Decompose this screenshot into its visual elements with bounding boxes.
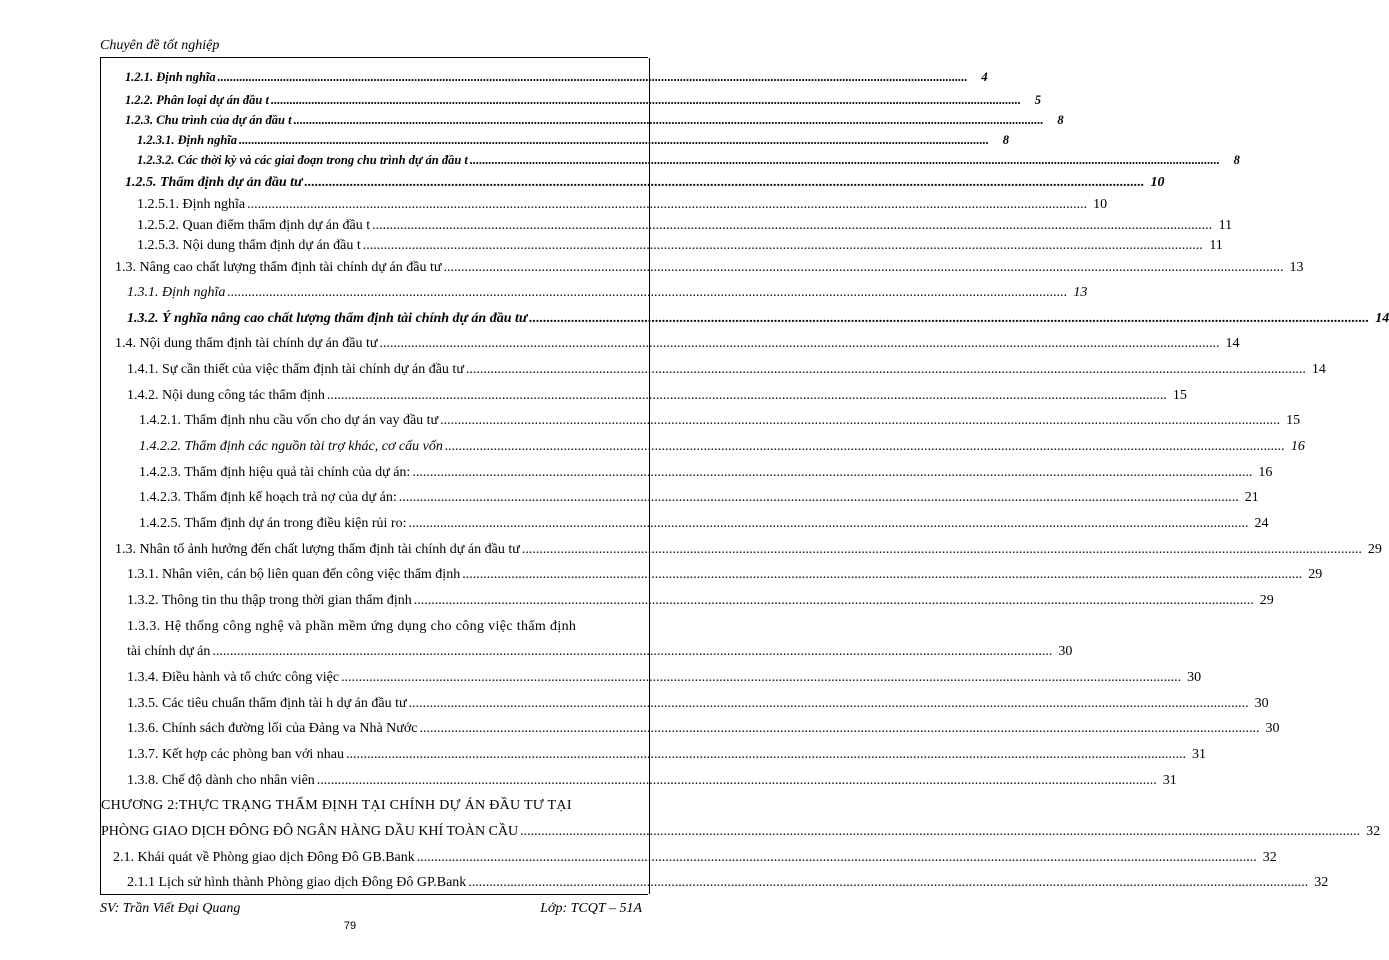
toc-entry-label: tài chính dự án [127, 644, 211, 659]
footer-class: Lớp: TCQT – 51A [540, 901, 642, 916]
toc-entry [127, 567, 1323, 583]
toc-entry [101, 824, 1381, 840]
page-number: 79 [343, 920, 357, 932]
toc-entry-label: 1.2.5.2. Quan điểm thẩm định dự án đầu t [137, 218, 371, 233]
toc-entry-label: 1.2.5. Thẩm định dự ản đầu tư [125, 175, 303, 190]
toc-entry-page: 30 [1254, 696, 1269, 711]
toc-entry [137, 218, 1233, 234]
footer-rule [100, 894, 648, 895]
toc-entry-page: 32 [1314, 875, 1329, 890]
toc-entry [139, 439, 1305, 455]
toc-entry [137, 197, 1108, 213]
toc-entry [127, 670, 1202, 686]
toc-entry-label: 1.4.2.2. Thẩm định các nguồn tài trợ khác, cơ cấu vốn [139, 439, 443, 454]
page-header-title: Chuyên đề tốt nghiệp [100, 38, 220, 53]
toc-entry-page: 16 [1290, 439, 1305, 454]
toc-entry-page: 8 [1002, 133, 1010, 147]
footer-student-name: SV: Trần Viết Đại Quang [100, 901, 241, 916]
toc-entry [139, 413, 1301, 429]
toc-entry-page: 32 [1366, 824, 1381, 839]
toc-entry-page: 31 [1162, 773, 1177, 788]
toc-entry [115, 336, 1240, 352]
toc-entry [127, 388, 1187, 404]
toc-entry-label: 1.4. Nội dung thẩm định tài chính dự án đầu tư [115, 336, 378, 351]
toc-entry-label: 1.4.2.1. Thẩm định nhu cầu vốn cho dự án vay đầu tư [139, 413, 439, 428]
toc-entry-page: 11 [1218, 218, 1233, 233]
toc-entry-page: 14 [1311, 362, 1326, 377]
toc-entry [125, 93, 1041, 108]
toc-entry-page: 14 [1375, 311, 1389, 326]
toc-entry-label: 1.3.1. Định nghĩa [127, 285, 226, 300]
toc-entry [139, 516, 1269, 532]
toc-entry-page: 30 [1187, 670, 1202, 685]
toc-entry-page: 24 [1254, 516, 1269, 531]
toc-entry [127, 747, 1206, 763]
toc-entry [127, 311, 1389, 327]
toc-entry-page: 5 [1034, 93, 1041, 107]
toc-entry-label: 1.3.1. Nhân viên, cán bộ liên quan đến công việc thẩm định [127, 567, 461, 582]
toc-entry [115, 542, 1382, 558]
toc-entry-label: 1.2.3.1. Định nghĩa [137, 133, 238, 147]
toc-entry-page: 8 [1057, 113, 1064, 127]
toc-entry [125, 70, 988, 85]
toc-entry-label: CHƯƠNG 2:THỰC TRẠNG THẨM ĐỊNH TẠI CHÍNH DỰ ÁN ĐẦU TƯ TẠI [101, 798, 572, 813]
toc-entry-page: 29 [1259, 593, 1274, 608]
toc-entry [127, 773, 1177, 789]
toc-entry-label: 1.3.7. Kết hợp các phòng ban với nhau [127, 747, 344, 762]
toc-entry-label: 2.1. Khái quát về Phòng giao dịch Đông Đô GB.Bank [113, 850, 415, 865]
toc-entry-label: 1.3.2. Thông tin thu thập trong thời gian thẩm định [127, 593, 412, 608]
toc-entry-label: PHÒNG GIAO DỊCH ĐÔNG ĐÔ NGÂN HÀNG DẦU KHÍ TOÀN CẦU [101, 824, 519, 839]
toc-entry [137, 153, 1240, 168]
toc-entry-label: 1.3.8. Chế độ dành cho nhân viên [127, 773, 315, 788]
toc-entry-label: 1.3. Nâng cao chất lượng thẩm định tài chính dự án đầu tư [115, 260, 442, 275]
toc-entry [137, 133, 1010, 148]
toc-entry-page: 32 [1262, 850, 1277, 865]
toc-entry-page: 31 [1191, 747, 1206, 762]
toc-entry-label: 1.3.4. Điều hành và tổ chức công việc [127, 670, 340, 685]
toc-entry [139, 490, 1259, 506]
toc-entry-label: 1.2.3.2. Các thời kỳ và các giai đoạn trong chu trình dự án đầu t [137, 153, 468, 167]
toc-entry [113, 850, 1277, 866]
toc-entry-label: 1.4.2.5. Thẩm định dự án trong điều kiện rủi ro: [139, 516, 407, 531]
toc-entry [127, 644, 1073, 660]
toc-entry-page: 29 [1308, 567, 1323, 582]
toc-entry [125, 175, 1165, 191]
toc-entry-page: 16 [1258, 465, 1273, 480]
toc-entry-label: 1.3.6. Chính sách đường lối của Đảng va Nhà Nước [127, 721, 418, 736]
toc-entry-page: 30 [1265, 721, 1280, 736]
toc-entry-label: 1.3.5. Các tiêu chuẩn thẩm định tài h dự án đầu tư [127, 696, 407, 711]
toc-entry [115, 260, 1304, 276]
toc-entry [127, 721, 1280, 737]
toc-entry [127, 285, 1088, 301]
toc-entry-label: 2.1.1 Lịch sử hình thành Phòng giao dịch Đông Đô GP.Bank [127, 875, 467, 890]
toc-entry-page: 11 [1209, 238, 1223, 253]
toc-entry [127, 619, 635, 635]
toc-entry-label: 1.3.3. Hệ thống công nghệ và phần mềm ứng dụng cho công việc thẩm định [127, 619, 577, 634]
toc-entry-page: 13 [1289, 260, 1304, 275]
toc-entry-label: 1.4.2.3. Thẩm định kế hoạch trả nợ của dự án: [139, 490, 397, 505]
toc-entry-page: 13 [1073, 285, 1088, 300]
toc-entry-label: 1.4.2.3. Thẩm định hiệu quả tài chính của dự án: [139, 465, 411, 480]
toc-entry-page: 8 [1233, 153, 1240, 167]
toc-entry-label: 1.2.3. Chu trình của dự án đầu t [125, 113, 292, 127]
toc-entry-page: 10 [1093, 197, 1108, 212]
toc-entry-page: 14 [1225, 336, 1240, 351]
toc-entry [127, 362, 1326, 378]
toc-entry [125, 113, 1064, 128]
toc-entry-label: 1.4.2. Nội dung công tác thẩm định [127, 388, 325, 403]
toc-entry-label: 1.2.2. Phân loại dự án đầu t [125, 93, 269, 107]
toc-entry-label: 1.4.1. Sự cần thiết của việc thẩm định tài chính dự án đầu tư [127, 362, 464, 377]
toc-entry [139, 465, 1273, 481]
toc-entry-label: 1.3. Nhân tố ảnh hưởng đến chất lượng thẩm định tài chính dự án đầu tư [115, 542, 520, 557]
toc-entry-label: 1.2.1. Định nghĩa [125, 70, 216, 84]
toc-chapter-heading [101, 798, 641, 814]
toc-entry-label: 1.2.5.1. Định nghĩa [137, 197, 246, 212]
toc-entry-page: 15 [1172, 388, 1187, 403]
toc-entry-label: 1.2.5.3. Nội dung thẩm định dự án đầu t [137, 238, 361, 253]
toc-entry-page: 30 [1058, 644, 1073, 659]
toc-entry [127, 696, 1269, 712]
toc-frame [100, 58, 1389, 894]
toc-entry [127, 875, 1329, 891]
toc-entry-page: 4 [981, 70, 988, 84]
toc-entry [137, 238, 1223, 254]
toc-entry-label: 1.3.2. Ý nghĩa nâng cao chất lượng thẩm định tài chính dự án đầu tư [127, 311, 528, 326]
toc-entry-page: 29 [1367, 542, 1382, 557]
toc-entry-page: 21 [1244, 490, 1259, 505]
toc-entry-page: 15 [1286, 413, 1301, 428]
toc-entry [127, 593, 1274, 609]
toc-entry-page: 10 [1150, 175, 1165, 190]
